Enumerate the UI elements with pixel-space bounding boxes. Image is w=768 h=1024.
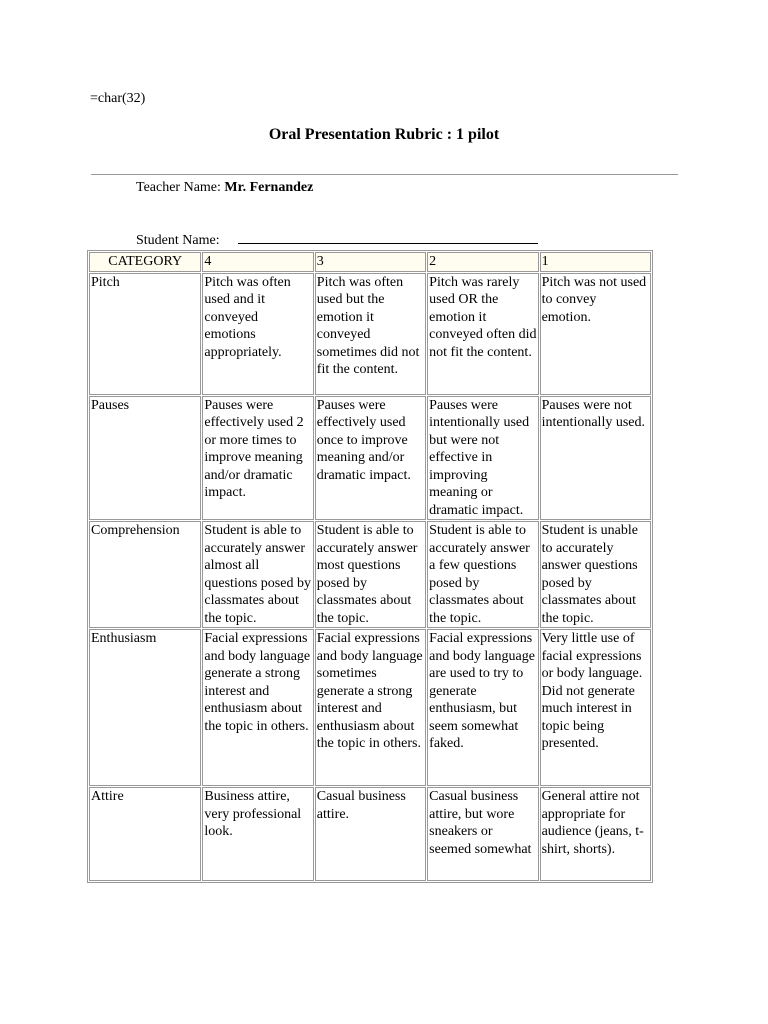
horizontal-divider xyxy=(91,174,678,175)
row-category: Attire xyxy=(89,787,201,881)
rubric-table xyxy=(87,250,653,883)
table-cell: Pitch was not used to convey emotion. xyxy=(540,273,651,395)
table-cell: Pauses were not intentionally used. xyxy=(540,396,651,521)
table-header-row xyxy=(89,252,651,272)
table-cell: General attire not appropriate for audience (jeans, t-shirt, shorts). xyxy=(540,787,651,881)
table-cell: Business attire, very professional look. xyxy=(202,787,313,881)
row-category: Pauses xyxy=(89,396,201,521)
table-cell: Facial expressions and body language are used to try to generate enthusiasm, but seem somewhat faked. xyxy=(427,629,538,786)
table-cell: Facial expressions and body language generate a strong interest and enthusiasm about the topic in others. xyxy=(202,629,313,786)
teacher-name: Mr. Fernandez xyxy=(224,180,314,195)
table-cell: Pauses were effectively used 2 or more times to improve meaning and/or dramatic impact. xyxy=(202,396,313,521)
table-cell: Pauses were intentionally used but were not effective in improving meaning or dramatic impact. xyxy=(427,396,538,521)
table-cell: Facial expressions and body language sometimes generate a strong interest and enthusiasm about the topic in others. xyxy=(315,629,426,786)
student-name-blank[interactable] xyxy=(238,232,538,244)
table-cell: Student is unable to accurately answer questions posed by classmates about the topic. xyxy=(540,521,651,628)
table-cell: Casual business attire, but wore sneakers or seemed somewhat xyxy=(427,787,538,881)
teacher-line xyxy=(136,180,313,196)
student-label: Student Name: xyxy=(136,233,220,248)
table-cell: Student is able to accurately answer most questions posed by classmates about the topic. xyxy=(315,521,426,628)
table-row xyxy=(89,629,651,786)
table-cell: Pitch was often used and it conveyed emotions appropriately. xyxy=(202,273,313,395)
table-cell: Pitch was often used but the emotion it conveyed sometimes did not fit the content. xyxy=(315,273,426,395)
header-score-2: 2 xyxy=(427,252,538,272)
header-score-4: 4 xyxy=(202,252,313,272)
row-category: Enthusiasm xyxy=(89,629,201,786)
header-category: CATEGORY xyxy=(89,252,201,272)
student-line xyxy=(136,232,538,249)
table-cell: Casual business attire. xyxy=(315,787,426,881)
table-cell: Very little use of facial expressions or body language. Did not generate much interest in topic being presented. xyxy=(540,629,651,786)
table-cell: Student is able to accurately answer a few questions posed by classmates about the topic. xyxy=(427,521,538,628)
table-row xyxy=(89,787,651,881)
table-row xyxy=(89,396,651,521)
row-category: Pitch xyxy=(89,273,201,395)
teacher-label: Teacher Name: xyxy=(136,180,221,195)
header-score-3: 3 xyxy=(315,252,426,272)
table-cell: Student is able to accurately answer almost all questions posed by classmates about the topic. xyxy=(202,521,313,628)
table-cell: Pitch was rarely used OR the emotion it conveyed often did not fit the content. xyxy=(427,273,538,395)
formula-text: =char(32) xyxy=(90,91,146,106)
table-row xyxy=(89,273,651,395)
table-cell: Pauses were effectively used once to improve meaning and/or dramatic impact. xyxy=(315,396,426,521)
row-category: Comprehension xyxy=(89,521,201,628)
header-score-1: 1 xyxy=(540,252,651,272)
page-title: Oral Presentation Rubric : 1 pilot xyxy=(268,126,500,143)
table-row xyxy=(89,521,651,628)
